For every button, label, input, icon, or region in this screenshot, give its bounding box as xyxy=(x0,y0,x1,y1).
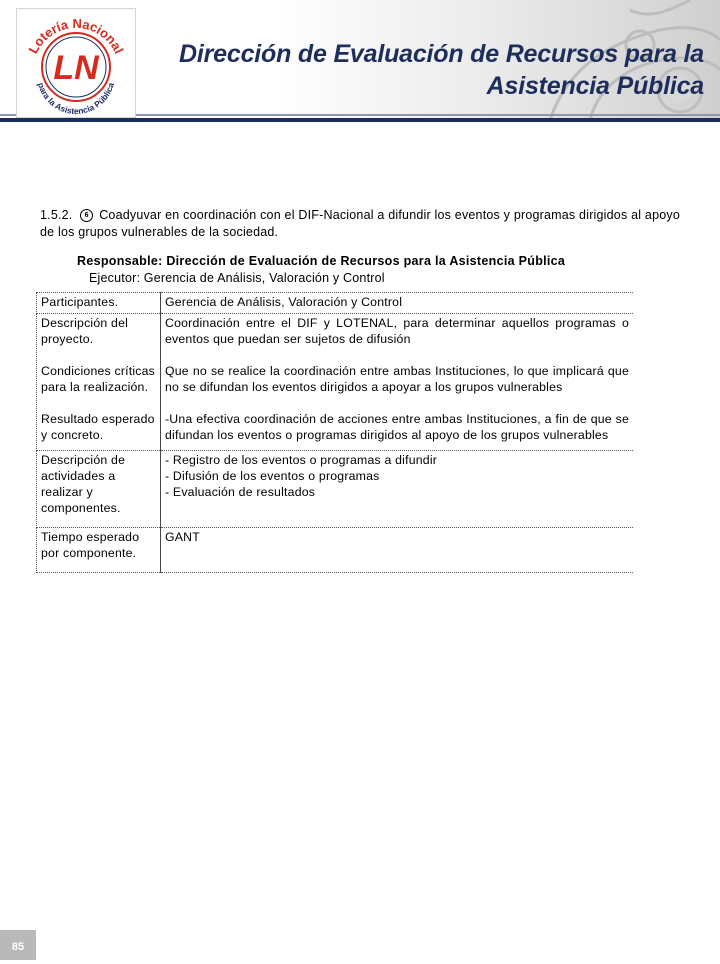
project-table xyxy=(36,292,633,573)
resultado-value: -Una efectiva coordinación de acciones entre ambas Instituciones, a fin de que se difundan los eventos o programas dirigidos al apoyo de los grupos vulnerables xyxy=(165,412,629,442)
ejecutor-line: Ejecutor: Gerencia de Análisis, Valoración y Control xyxy=(89,271,385,285)
descripcion-label: Descripción del proyecto. xyxy=(41,316,129,346)
table-row xyxy=(37,293,634,314)
page-header xyxy=(0,0,720,122)
actividades-list xyxy=(161,451,634,528)
descripcion-value: Coordinación entre el DIF y LOTENAL, para determinar aquellos programas o eventos que puedan ser sujetos de difusión xyxy=(165,316,629,346)
condiciones-label: Condiciones críticas para la realización. xyxy=(41,364,156,394)
objective-text: Coadyuvar en coordinación con el DIF-Nacional a difundir los eventos y programas dirigidos al apoyo de los grupos vulnerables de la sociedad. xyxy=(40,208,680,239)
svg-text:Lotería Nacional: Lotería Nacional xyxy=(25,15,127,56)
list-item: - Registro de los eventos o programas a difundir xyxy=(165,453,438,467)
logo-image xyxy=(17,9,135,117)
tiempo-label: Tiempo esperado por componente. xyxy=(37,528,161,573)
table-row xyxy=(37,314,634,451)
circled-number-badge: 6 xyxy=(80,209,93,222)
condiciones-value: Que no se realice la coordinación entre ambas Instituciones, lo que implicará que no se difundan los eventos dirigidos a apoyar a los grupos vulnerables xyxy=(165,364,629,394)
responsable-line: Responsable: Dirección de Evaluación de Recursos para la Asistencia Pública xyxy=(77,254,566,268)
participantes-label: Participantes. xyxy=(37,293,161,314)
page-title xyxy=(144,38,704,102)
page-title-line-2: Asistencia Pública xyxy=(486,72,704,100)
list-item: - Evaluación de resultados xyxy=(165,485,316,499)
section-number: 1.5.2. xyxy=(40,208,73,222)
list-item: - Difusión de los eventos o programas xyxy=(165,469,380,483)
table-row xyxy=(37,451,634,528)
page-number: 85 xyxy=(0,930,36,960)
table-cell-labels xyxy=(37,314,161,451)
actividades-label: Descripción de actividades a realizar y componentes. xyxy=(37,451,161,528)
svg-text:LN: LN xyxy=(53,49,99,87)
table-row xyxy=(37,528,634,573)
svg-text:para la Asistencia Pública: para la Asistencia Pública xyxy=(35,81,117,117)
objective-paragraph xyxy=(40,207,680,241)
participantes-value: Gerencia de Análisis, Valoración y Control xyxy=(161,293,634,314)
loteria-nacional-logo xyxy=(16,8,136,118)
tiempo-value: GANT xyxy=(161,528,634,573)
page-title-line-1: Dirección de Evaluación de Recursos para la xyxy=(179,40,704,68)
resultado-label: Resultado esperado y concreto. xyxy=(41,412,155,442)
table-cell-values xyxy=(161,314,634,451)
